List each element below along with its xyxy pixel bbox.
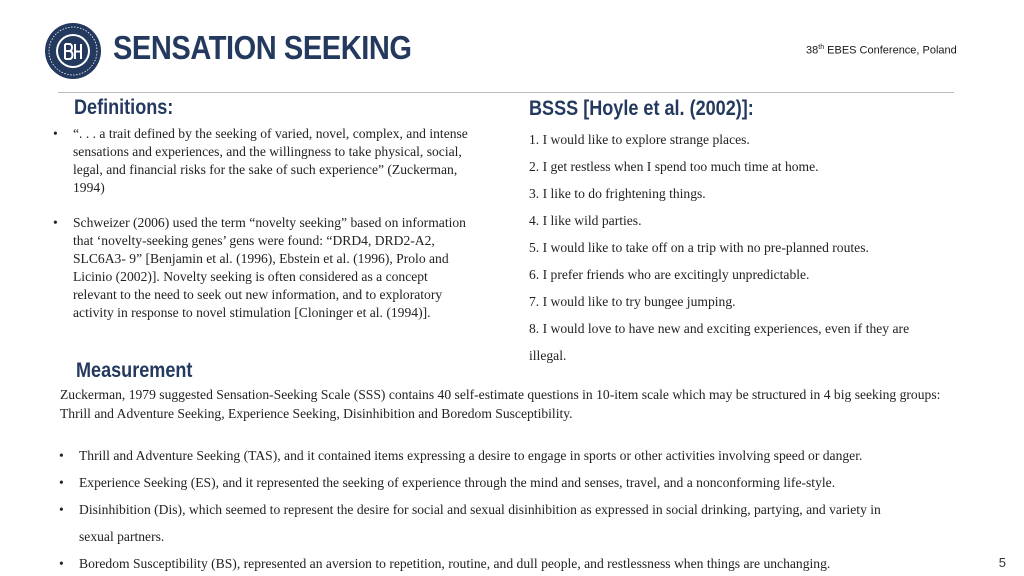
bsss-heading: BSSS [Hoyle et al. (2002)]: [529,97,754,120]
header-divider [58,92,954,93]
bsss-item-2: 2. I get restless when I spend too much time at home. [529,159,819,174]
definition-bullet-2 [53,214,473,322]
bullet-marker: • [53,126,58,141]
definition-text-2: Schweizer (2006) used the term “novelty seeking” based on information that ‘novelty-seeking genes’ gens were found: “DRD4, DRD2-A2, SLC6A3- 9” [Benjamin et al. (1996), Ebstein et al. (1996), Prolo and Licinio (2002)]. Novelty seeking is often considered as a concept relevant to the need to seek out new information, and to exploratory activity in response to novel stimulation [Cloninger et al. (1994)]. [73,215,466,320]
definitions-heading: Definitions: [74,96,174,119]
measurement-text-3: Disinhibition (Dis), which seemed to represent the desire for social and sexual disinhibition as expressed in social drinking, partying, and variety in [79,502,881,517]
measurement-bullet-4 [59,555,831,573]
bullet-marker: • [53,215,58,230]
bsss-item-6: 6. I prefer friends who are excitingly unpredictable. [529,267,810,282]
measurement-bullet-1 [59,447,863,465]
measurement-text-3-continued: sexual partners. [79,529,165,544]
measurement-paragraph: Zuckerman, 1979 suggested Sensation-Seeking Scale (SSS) contains 40 self-estimate questions in 10-item scale which may be structured in 4 big seeking groups: Thrill and Adventure Seeking, Experience Seeking, Disinhibition and Boredom Susceptibility. [60,387,941,421]
bsss-item-4: 4. I like wild parties. [529,213,642,228]
bsss-item-8: 8. I would love to have new and exciting experiences, even if they are [529,321,910,336]
bullet-marker: • [59,502,64,517]
measurement-text-2: Experience Seeking (ES), and it represented the seeking of experience through the mind and senses, travel, and a nonconforming life-style. [79,475,836,490]
bullet-marker: • [59,475,64,490]
definition-text-1: “. . . a trait defined by the seeking of varied, novel, complex, and intense sensations and experiences, and the willingness to take physical, social, legal, and financial risks for the sake of such experience” (Zuckerman, 1994) [73,126,468,195]
measurement-bullet-2 [59,474,836,492]
page-number: 5 [998,555,1006,570]
bsss-item-1: 1. I would like to explore strange places. [529,132,750,147]
bsss-item-8-continued: illegal. [529,348,567,363]
definition-bullet-1 [53,125,469,197]
bsss-item-5: 5. I would like to take off on a trip with no pre-planned routes. [529,240,869,255]
measurement-bullet-3 [59,501,881,519]
measurement-heading: Measurement [76,359,193,382]
conference-label: 38th EBES Conference, Poland [806,44,957,57]
bsss-item-7: 7. I would like to try bungee jumping. [529,294,736,309]
measurement-text-1: Thrill and Adventure Seeking (TAS), and it contained items expressing a desire to engage in sports or other activities involving speed or danger. [79,448,863,463]
bullet-marker: • [59,556,64,571]
university-seal-logo [44,22,102,80]
slide-title: SENSATION SEEKING [113,29,412,66]
measurement-text-4: Boredom Susceptibility (BS), represented an aversion to repetition, routine, and dull people, and restlessness when things are unchanging. [79,556,831,571]
bullet-marker: • [59,448,64,463]
bsss-item-3: 3. I like to do frightening things. [529,186,706,201]
